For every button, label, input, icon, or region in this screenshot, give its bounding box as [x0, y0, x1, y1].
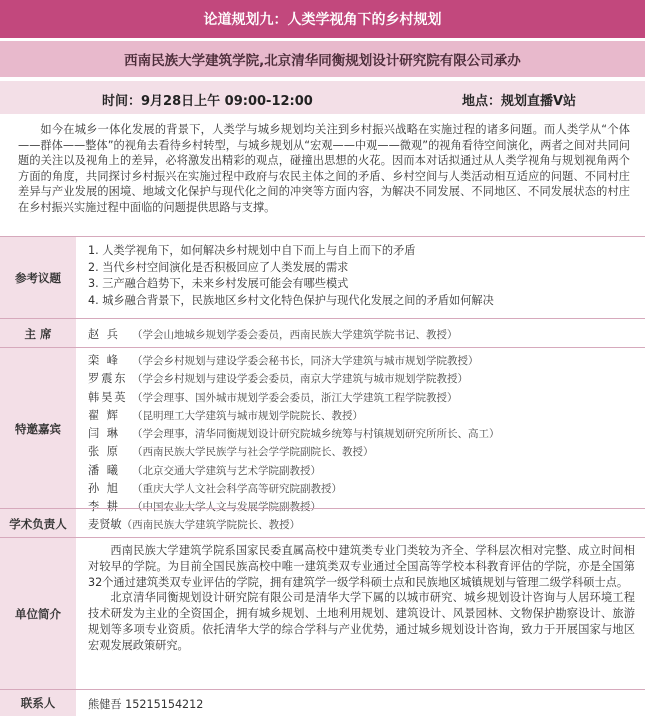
contact-row	[0, 689, 645, 716]
event-place: 地点：规划直播V站	[462, 94, 577, 109]
contact-label: 联系人	[0, 690, 76, 716]
topics-label: 参考议题	[0, 237, 76, 319]
guest-item	[88, 352, 635, 370]
guest-item	[88, 480, 635, 498]
academic-lead-note: （西南民族大学建筑学院院长、教授）	[121, 519, 301, 531]
guest-note: （昆明理工大学建筑与城市规划学院院长、教授）	[132, 409, 363, 422]
guest-item	[88, 462, 635, 480]
topic-item: 3. 三产融合趋势下，未来乡村发展可能会有哪些模式	[88, 277, 349, 290]
guest-note: （中国农业大学人文与发展学院副教授）	[132, 501, 321, 514]
guest-note: （学会理事、国外城市规划学委会委员，浙江大学建筑工程学院教授）	[132, 391, 458, 404]
host-note: （学会山地城乡规划学委会委员，西南民族大学建筑学院书记、教授）	[132, 329, 458, 341]
unit-paragraph: 北京清华同衡规划设计研究院有限公司是清华大学下属的以城市研究、城乡规划设计咨询与人居环境工程技术研发为主业的全资国企，拥有城乡规划、土地利用规划、建筑设计、风景园林、文物保护勘察设计、旅游规划等多项专业资质。依托清华大学的综合学科与产业优势，通过城乡规划设计咨询，致力于开展国家与地区宏观发展政策研究。	[88, 591, 635, 652]
units-description	[88, 543, 635, 654]
event-time: 时间：9月28日上午 09:00-12:00	[102, 94, 313, 109]
intro-paragraph: 如今在城乡一体化发展的背景下，人类学与城乡规划均关注到乡村振兴战略在实施过程的诸多问题。而人类学从“个体——群体——整体”的视角去看待乡村转型，与城乡规划从“宏观——中观——微观”的视角看待空间演化，两者之间对共同问题的关注以及视角上的差异，必将激发出精彩的观点，碰撞出思想的火花。因而本对话拟通过从人类学视角与规划视角两个方面的角度，共同探讨乡村振兴在实施过程中政府与农民主体之间的矛盾、乡村空间与人类活动相互适应的问题、不同村庄差异与产业发展的困境、地域文化保护与现代化之间的冲突等方面内容，为解决不同发展、不同地区、不同发展状态的村庄在乡村振兴实施过程中面临的问题提供思路与支撑。	[18, 123, 630, 214]
unit-paragraph: 西南民族大学建筑学院系国家民委直属高校中建筑类专业门类较为齐全、学科层次相对完整、成立时间相对较早的学院。为目前全国民族高校中唯一建筑类双专业通过全国高等学校本科教育评估的学院，亦是全国第32个通过建筑类双专业评估的学院，拥有建筑学一级学科硕士点和民族地区城镇规划与管理二级学科硕士点。	[88, 544, 635, 589]
contact-value: 熊健吾 15215154212	[88, 698, 204, 711]
units-label: 单位简介	[0, 538, 76, 690]
host-label: 主 席	[0, 319, 76, 348]
guest-note: （学会理事，清华同衡规划设计研究院城乡统筹与村镇规划研究所所长、高工）	[132, 428, 500, 441]
guest-item	[88, 443, 635, 461]
guest-note: （北京交通大学建筑与艺术学院副教授）	[132, 464, 321, 477]
guest-name: 栾 峰	[88, 354, 120, 367]
guest-name: 潘 曦	[88, 463, 120, 477]
time-place-bar	[0, 81, 645, 114]
guest-note: （重庆大学人文社会科学高等研究院副教授）	[132, 483, 342, 496]
event-title: 论道规划九：人类学视角下的乡村规划	[0, 0, 645, 38]
guest-name: 闫 琳	[88, 427, 120, 441]
academic-lead-name: 麦贤敏	[88, 518, 122, 531]
guest-item	[88, 425, 635, 443]
units-row	[0, 537, 645, 690]
guest-name: 罗震东	[88, 372, 128, 386]
guest-item	[88, 389, 635, 407]
guests-list	[88, 352, 635, 517]
guest-name: 孙 旭	[88, 482, 120, 496]
guest-name: 翟 辉	[88, 408, 120, 422]
guest-name: 李 耕	[88, 500, 120, 514]
guest-note: （学会乡村规划与建设学委会委员，南京大学建筑与城市规划学院教授）	[132, 373, 468, 386]
topics-list	[88, 243, 635, 309]
topic-item: 4. 城乡融合背景下，民族地区乡村文化特色保护与现代化发展之间的矛盾如何解决	[88, 293, 494, 307]
organizers: 西南民族大学建筑学院,北京清华同衡规划设计研究院有限公司承办	[0, 41, 645, 77]
guest-note: （西南民族大学民族学与社会学学院副院长、教授）	[132, 446, 374, 459]
host-row	[0, 318, 645, 348]
guests-row	[0, 347, 645, 514]
guest-note: （学会乡村规划与建设学委会秘书长，同济大学建筑与城市规划学院教授）	[132, 355, 479, 367]
guests-label: 特邀嘉宾	[0, 348, 76, 509]
topic-item: 2. 当代乡村空间演化是否积极回应了人类发展的需求	[88, 260, 349, 274]
guest-item	[88, 370, 635, 388]
guest-name: 张 原	[88, 445, 120, 459]
guest-name: 韩昊英	[88, 390, 128, 404]
host-name: 赵 兵	[88, 328, 120, 341]
academic-lead-label: 学术负责人	[0, 509, 76, 538]
academic-lead-row	[0, 508, 645, 538]
topics-row	[0, 236, 645, 319]
guest-item	[88, 407, 635, 425]
topic-item: 1. 人类学视角下，如何解决乡村规划中自下而上与自上而下的矛盾	[88, 244, 416, 257]
